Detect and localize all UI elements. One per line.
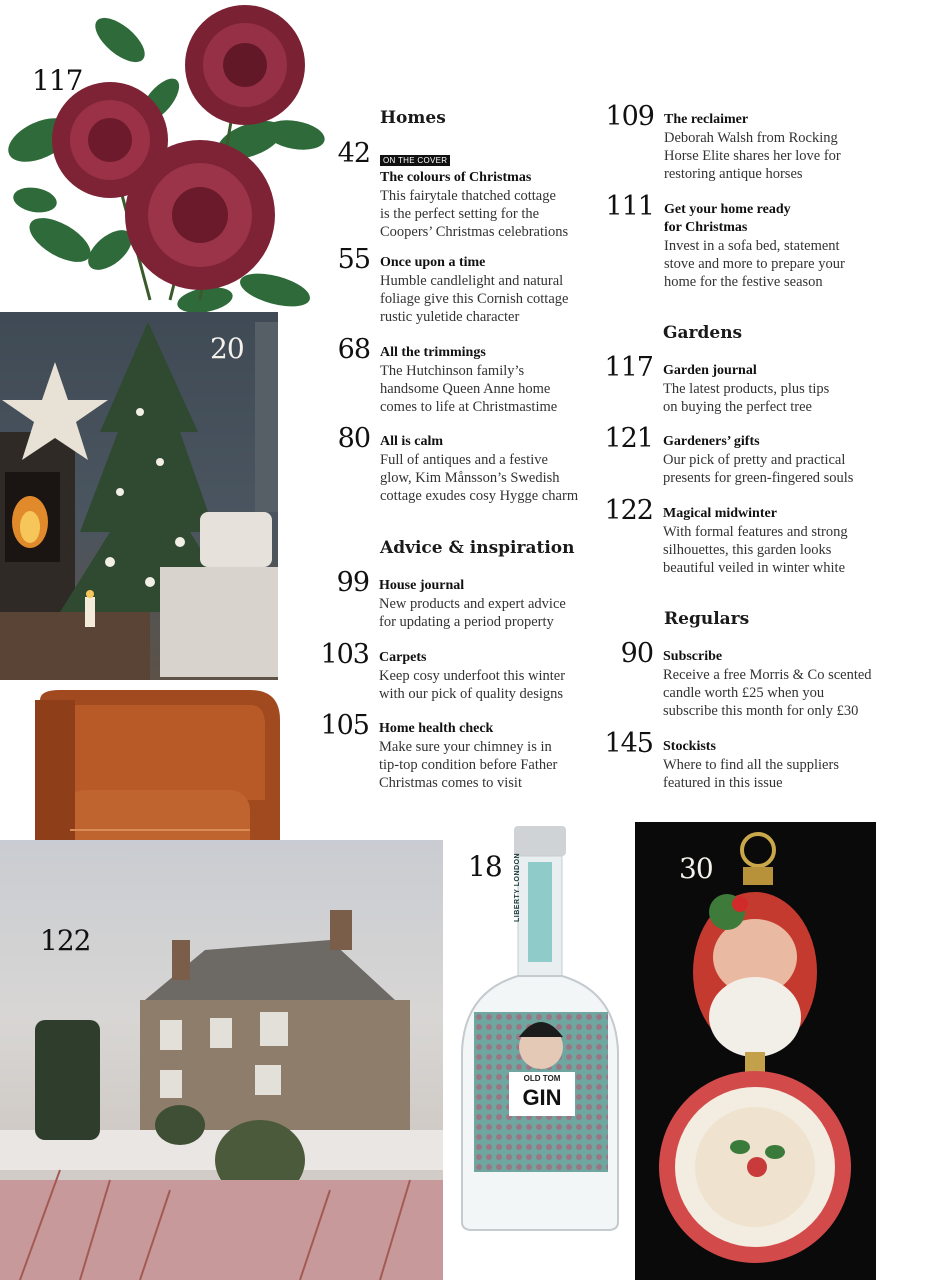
entry-desc-line: Invest in a sofa bed, statement <box>664 238 840 254</box>
toc-entry-109[interactable] <box>605 101 894 183</box>
entry-desc-line: Keep cosy underfoot this winter <box>379 668 566 684</box>
toc-entry-55[interactable] <box>337 244 595 326</box>
entry-desc-line: is the perfect setting for the <box>380 206 540 222</box>
entry-desc-line: with our pick of quality designs <box>379 686 564 702</box>
entry-desc-line: cottage exudes cosy Hygge charm <box>380 488 579 504</box>
entry-desc-line: silhouettes, this garden looks <box>663 542 832 558</box>
entry-desc-line: Full of antiques and a festive <box>380 452 548 468</box>
toc-entry-105[interactable] <box>320 710 594 792</box>
entry-desc-line: tip-top condition before Father <box>379 757 558 773</box>
toc-entry-111[interactable] <box>605 191 894 291</box>
entry-desc-line: The latest products, plus tips <box>663 381 830 397</box>
entry-page-number: 103 <box>320 639 369 670</box>
on-the-cover-badge: ON THE COVER <box>380 155 450 166</box>
roses-drawing <box>0 0 330 312</box>
entry-desc-line: stove and more to prepare your <box>664 256 845 272</box>
santa-ornament-photo <box>635 822 876 1280</box>
entry-page-number: 90 <box>620 638 653 669</box>
toc-entry-103[interactable] <box>320 639 594 703</box>
entry-desc-line: With formal features and strong <box>663 524 848 540</box>
entry-desc-line: Humble candlelight and natural <box>380 273 564 289</box>
entry-title: Home health check <box>379 721 494 736</box>
entry-desc-line: handsome Queen Anne home <box>380 381 551 397</box>
entry-title: Get your home ready <box>664 202 791 217</box>
toc-entry-80[interactable] <box>337 423 595 505</box>
manor-house-photo <box>0 840 443 1280</box>
entry-desc-line: Coopers’ Christmas celebrations <box>380 224 569 240</box>
entry-page-number: 111 <box>605 191 654 222</box>
entry-desc-line: home for the festive season <box>664 274 823 290</box>
entry-desc-line: The Hutchinson family’s <box>380 363 525 379</box>
entry-page-number: 80 <box>337 423 370 454</box>
entry-page-number: 109 <box>605 101 654 132</box>
entry-title: All is calm <box>380 434 443 449</box>
gin-bottle-drawing <box>444 822 634 1280</box>
entry-title: The colours of Christmas <box>380 170 532 185</box>
gin-bottle-photo <box>444 822 634 1280</box>
manor-house-drawing <box>0 840 443 1280</box>
gin-label-line2: GIN <box>522 1085 562 1110</box>
entry-desc-line: featured in this issue <box>663 775 783 791</box>
entry-desc-line: Christmas comes to visit <box>379 775 522 791</box>
entry-title: Gardeners’ gifts <box>663 434 760 449</box>
entry-page-number: 105 <box>320 710 369 741</box>
entry-desc-line: rustic yuletide character <box>380 309 520 325</box>
entry-desc-line: comes to life at Christmastime <box>380 399 558 415</box>
entry-desc-line: Make sure your chimney is in <box>379 739 552 755</box>
entry-desc-line: Receive a free Morris & Co scented <box>663 667 872 683</box>
entry-title: Subscribe <box>663 649 723 664</box>
entry-desc-line: candle worth £25 when you <box>663 685 825 701</box>
page-number-30: 30 <box>679 852 713 885</box>
page-number-20: 20 <box>210 332 244 365</box>
entry-desc-line: subscribe this month for only £30 <box>663 703 859 719</box>
entry-page-number: 55 <box>337 244 370 275</box>
christmas-tree-photo <box>0 312 278 680</box>
entry-page-number: 42 <box>337 138 370 169</box>
entry-page-number: 99 <box>336 567 369 598</box>
entry-page-number: 68 <box>337 334 370 365</box>
toc-entry-68[interactable] <box>337 334 595 416</box>
gin-brand-label: LIBERTY LONDON <box>514 852 521 922</box>
entry-title: All the trimmings <box>380 345 486 360</box>
entry-title-line2: for Christmas <box>664 220 748 235</box>
section-heading-gardens: Gardens <box>663 323 743 343</box>
entry-page-number: 122 <box>604 495 653 526</box>
entry-title: House journal <box>379 578 465 593</box>
entry-desc-line: on buying the perfect tree <box>663 399 812 415</box>
entry-desc-line: Where to find all the suppliers <box>663 757 839 773</box>
entry-page-number: 117 <box>604 352 653 383</box>
entry-desc-line: glow, Kim Månsson’s Swedish <box>380 470 560 486</box>
entry-desc-line: for updating a period property <box>379 614 554 630</box>
entry-title: Magical midwinter <box>663 506 777 521</box>
entry-desc-line: presents for green-fingered souls <box>663 470 854 486</box>
entry-desc-line: beautiful veiled in winter white <box>663 560 846 576</box>
gin-label-line1: OLD TOM <box>523 1074 561 1083</box>
entry-title: Garden journal <box>663 363 757 378</box>
toc-entry-122[interactable] <box>604 495 893 577</box>
page-number-18: 18 <box>468 850 502 883</box>
toc-entry-90[interactable] <box>620 638 903 720</box>
santa-ornament-drawing <box>635 822 876 1280</box>
christmas-tree-drawing <box>0 312 278 680</box>
entry-desc-line: Deborah Walsh from Rocking <box>664 130 838 146</box>
toc-entry-121[interactable] <box>604 423 893 487</box>
entry-desc-line: Horse Elite shares her love for <box>664 148 841 164</box>
entry-desc-line: foliage give this Cornish cottage <box>380 291 569 307</box>
entry-desc-line: Our pick of pretty and practical <box>663 452 846 468</box>
entry-page-number: 145 <box>604 728 653 759</box>
entry-desc-line: restoring antique horses <box>664 166 803 182</box>
entry-desc-line: New products and expert advice <box>379 596 566 612</box>
toc-entry-42[interactable] <box>337 138 595 241</box>
entry-title: The reclaimer <box>664 112 749 127</box>
entry-page-number: 121 <box>604 423 653 454</box>
section-heading-homes: Homes <box>380 108 446 128</box>
toc-entry-99[interactable] <box>336 567 594 631</box>
roses-illustration <box>0 0 330 312</box>
toc-entry-145[interactable] <box>604 728 893 792</box>
section-heading-regulars: Regulars <box>664 609 750 629</box>
toc-entry-117[interactable] <box>604 352 893 416</box>
entry-title: Once upon a time <box>380 255 486 270</box>
page-number-122: 122 <box>40 924 91 957</box>
page-number-117: 117 <box>32 64 83 97</box>
entry-title: Stockists <box>663 739 716 754</box>
entry-title: Carpets <box>379 650 427 665</box>
section-heading-advice: Advice & inspiration <box>380 538 575 558</box>
entry-desc-line: This fairytale thatched cottage <box>380 188 556 204</box>
